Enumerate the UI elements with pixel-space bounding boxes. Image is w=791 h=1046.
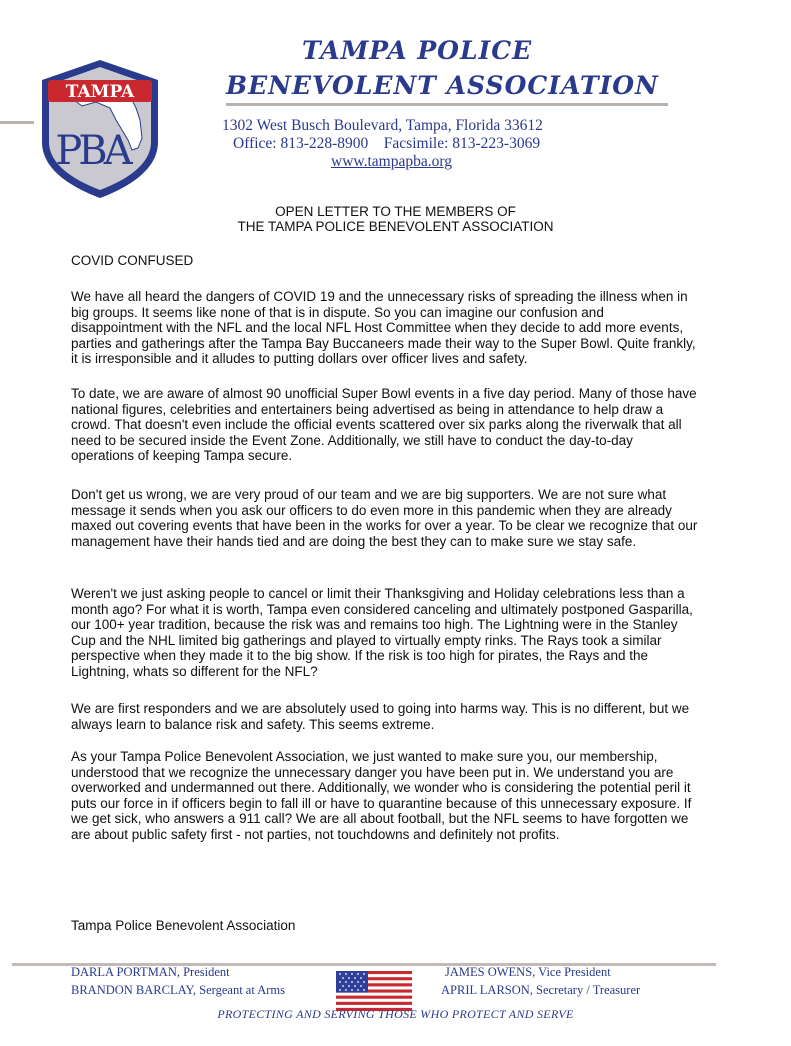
address-line: 1302 West Busch Boulevard, Tampa, Florida 33612 [222, 117, 543, 134]
logo-banner-text: TAMPA [65, 82, 135, 102]
org-title-line1: TAMPA POLICE [302, 36, 533, 65]
website-link[interactable]: www.tampapba.org [331, 153, 452, 170]
letter-title-line2: THE TAMPA POLICE BENEVOLENT ASSOCIATION [237, 219, 554, 234]
officer-vice-president: JAMES OWENS, Vice President [445, 965, 611, 979]
paragraph-3: Don't get us wrong, we are very proud of our team and we are big supporters. We are not sure what message it sends when you ask our officers to do even more in this pandemic when they are already maxed out covering events that have been in the works for over a year. To be clear we recognize that our management have their hands tied and are doing the best they can to make sure we stay safe. [71, 487, 698, 549]
phone-line: Office: 813-228-8900 Facsimile: 813-223-3069 [233, 135, 541, 152]
paragraph-1: We have all heard the dangers of COVID 19 and the unnecessary risks of spreading the illness when in big groups. It seems like none of that is in dispute. So you can imagine our confusion and disappointment with the NFL and the local NFL Host Committee when they decide to add more events, parties and gatherings after the Tampa Bay Buccaneers made their way to the Super Bowl. Quite frankly, it is irresponsible and it alludes to putting dollars over officer lives and safety. [71, 289, 696, 367]
paragraph-5: We are first responders and we are absolutely used to going into harms way. This is no different, but we always learn to balance risk and safety. This seems extreme. [71, 701, 690, 732]
letter-subject: COVID CONFUSED [71, 253, 194, 268]
letter-title-line1: OPEN LETTER TO THE MEMBERS OF [275, 204, 516, 219]
header-rule-left [0, 121, 34, 124]
footer-motto: PROTECTING AND SERVING THOSE WHO PROTECT AND SERVE [217, 1007, 574, 1021]
tampa-pba-logo [34, 56, 166, 200]
logo-monogram: PBA [55, 128, 129, 174]
header-rule-right [226, 103, 668, 106]
officer-president: DARLA PORTMAN, President [71, 965, 230, 979]
officer-sergeant-at-arms: BRANDON BARCLAY, Sergeant at Arms [71, 983, 286, 997]
officer-secretary-treasurer: APRIL LARSON, Secretary / Treasurer [441, 983, 641, 997]
us-flag-icon [336, 971, 412, 1011]
signature: Tampa Police Benevolent Association [71, 918, 296, 933]
paragraph-4: Weren't we just asking people to cancel or limit their Thanksgiving and Holiday celebrations less than a month ago? For what it is worth, Tampa even considered canceling and ultimately postponed Gasparilla, our 100+ year tradition, because the risk was and remains too high. The Lightning were in the Stanley Cup and the NHL limited big gatherings and played to virtually empty rinks. The Rays took a similar perspective when they made it to the big show. If the risk is too high for pirates, the Rays and the Lightning, whats so different for the NFL? [71, 586, 693, 679]
paragraph-6: As your Tampa Police Benevolent Association, we just wanted to make sure you, our membership, understood that we recognize the unnecessary danger you have been put in. We understand you are overworked and undermanned out there. Additionally, we wonder who is considering the potential peril it puts our force in if officers begin to fall ill or have to quarantine because of this unnecessary exposure. If we get sick, who answers a 911 call? We are all about football, but the NFL seems to have forgotten we are about public safety first - not parties, not touchdowns and definitely not profits. [71, 749, 692, 842]
org-title-line2: BENEVOLENT ASSOCIATION [226, 71, 659, 100]
paragraph-2: To date, we are aware of almost 90 unofficial Super Bowl events in a five day period. Many of those have national figures, celebrities and entertainers being advertised as being in attendance to help draw a crowd. That doesn't even include the official events scattered over six parks along the riverwalk that all need to be secured inside the Event Zone. Additionally, we still have to conduct the day-to-day operations of keeping Tampa secure. [71, 386, 697, 464]
